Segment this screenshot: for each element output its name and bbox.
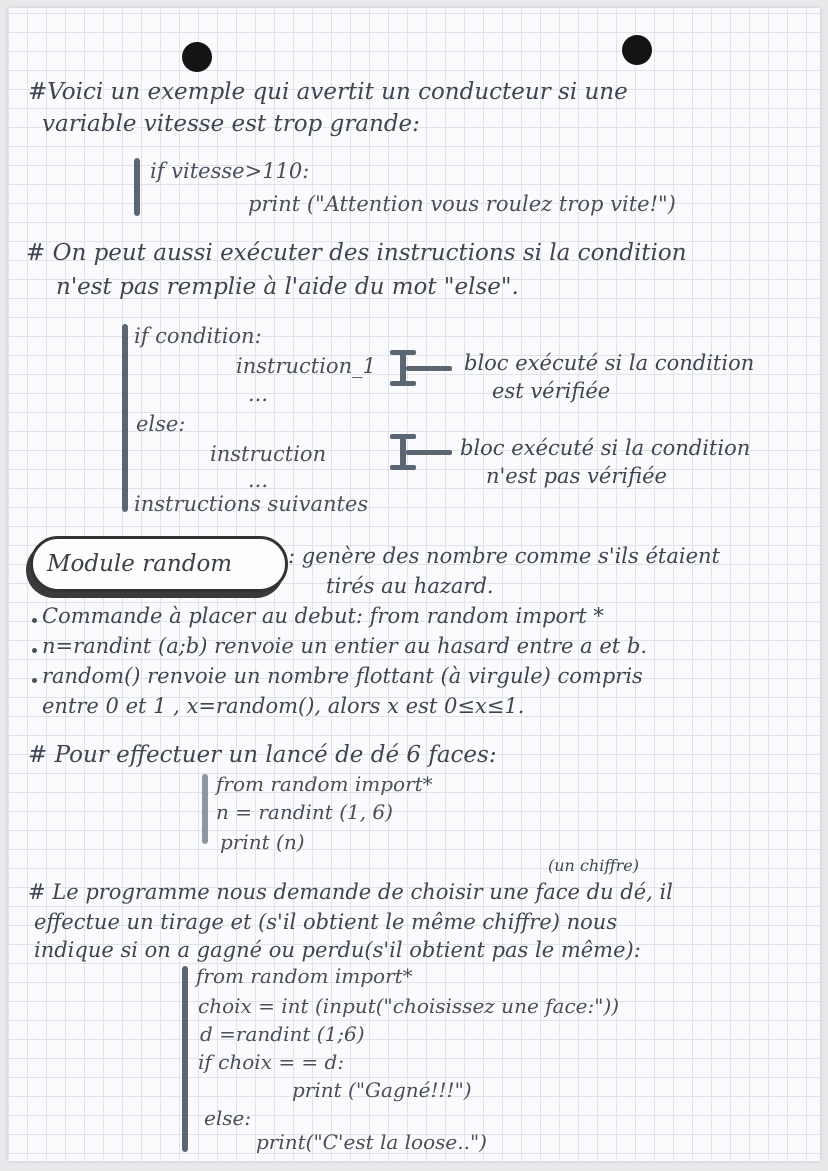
game-code-line-4: if choix = = d: (198, 1050, 345, 1074)
bracket-false-block (388, 434, 418, 470)
game-line-2: effectue un tirage et (s'il obtient le même chiffre) nous (34, 910, 618, 934)
block-false-label-2: n'est pas vérifiée (486, 464, 667, 488)
bullet-dot (32, 678, 37, 683)
binder-hole-right (622, 35, 652, 65)
structure-dots-1: ... (248, 382, 269, 406)
structure-dots-2: ... (248, 468, 269, 492)
dice-code-line-3: print (n) (220, 830, 305, 854)
module-random-title: Module random (47, 551, 233, 577)
module-desc-line-2: tirés au hazard. (326, 574, 494, 598)
intro-line-2: variable vitesse est trop grande: (42, 111, 420, 137)
game-code-line-2: choix = int (input("choisissez une face:")) (198, 994, 620, 1018)
module-desc-line-1: : genère des nombre comme s'ils étaient (288, 544, 720, 568)
structure-next: instructions suivantes (134, 492, 369, 516)
bullet-random: random() renvoie un nombre flottant (à virgule) compris (42, 664, 643, 688)
structure-bar (122, 324, 128, 512)
bracket-true-block (388, 350, 418, 386)
module-random-title-box (30, 536, 288, 592)
bullet-command: Commande à placer au debut: from random import * (42, 604, 604, 628)
intro-line-1: #Voici un exemple qui avertit un conducteur si une (28, 79, 628, 105)
binder-hole-left (182, 42, 212, 72)
code-if-vitesse: if vitesse>110: (150, 159, 310, 183)
game-annotation: (un chiffre) (548, 856, 640, 875)
code-print-attention: print ("Attention vous roulez trop vite!") (248, 192, 676, 216)
bullet-dot (32, 618, 37, 623)
game-code-line-1: from random import* (196, 964, 413, 988)
game-code-line-3: d =randint (1;6) (200, 1022, 365, 1046)
dice-code-line-1: from random import* (216, 772, 433, 796)
block-true-label-1: bloc exécuté si la condition (464, 351, 755, 375)
game-code-line-5: print ("Gagné!!!") (292, 1078, 472, 1102)
dice-code-line-2: n = randint (1, 6) (216, 800, 393, 824)
game-code-bar (182, 966, 188, 1152)
game-code-line-6: else: (204, 1106, 252, 1130)
structure-instruction-1: instruction_1 (236, 354, 376, 378)
code-block-bar (134, 158, 140, 216)
game-code-line-7: print("C'est la loose..") (256, 1130, 487, 1154)
block-true-label-2: est vérifiée (492, 379, 611, 403)
else-intro-line-1: # On peut aussi exécuter des instructions si la condition (26, 240, 687, 266)
bullet-random-cont: entre 0 et 1 , x=random(), alors x est 0≤x≤1. (42, 694, 525, 718)
bullet-randint: n=randint (a;b) renvoie un entier au hasard entre a et b. (42, 634, 648, 658)
bullet-dot (32, 648, 37, 653)
block-false-label-1: bloc exécuté si la condition (460, 436, 751, 460)
else-intro-line-2: n'est pas remplie à l'aide du mot "else". (56, 274, 519, 300)
notebook-page (8, 8, 820, 1161)
structure-instruction: instruction (210, 442, 327, 466)
dice-code-bar (202, 774, 208, 844)
game-line-3: indique si on a gagné ou perdu(s'il obtient pas le même): (34, 938, 641, 962)
dice-heading: # Pour effectuer un lancé de dé 6 faces: (28, 742, 497, 768)
structure-else: else: (136, 412, 186, 436)
structure-if-condition: if condition: (134, 324, 262, 348)
game-line-1: # Le programme nous demande de choisir une face du dé, il (28, 880, 673, 904)
